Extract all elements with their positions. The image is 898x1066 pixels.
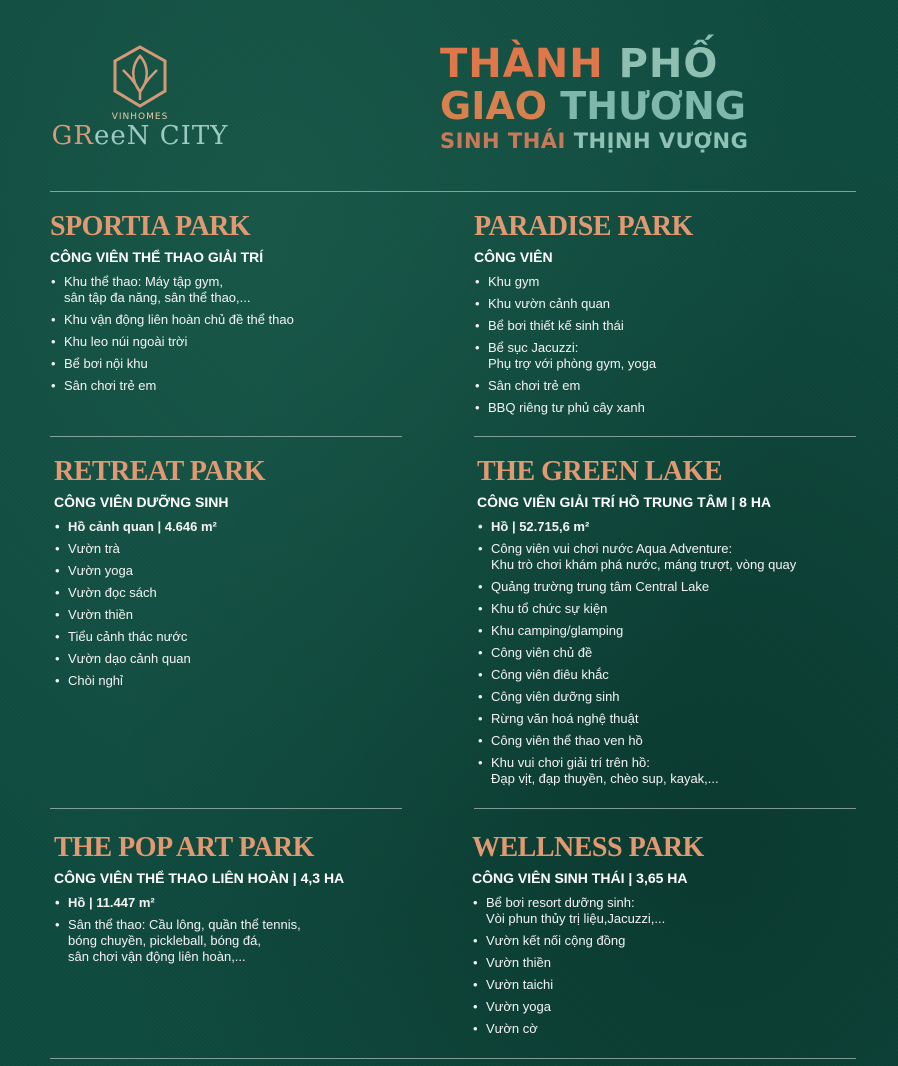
list-item: • Khu camping/glamping bbox=[477, 623, 861, 639]
park-subtitle: CÔNG VIÊN DƯỠNG SINH bbox=[54, 494, 229, 510]
list-item: • Bể sục Jacuzzi: Phụ trợ với phòng gym, yoga bbox=[474, 340, 858, 372]
park-title: PARADISE PARK bbox=[474, 211, 693, 242]
headline-line-2 bbox=[440, 86, 800, 126]
headline-part: THƯƠNG bbox=[560, 84, 746, 128]
list-item: • Sân chơi trẻ em bbox=[50, 378, 410, 394]
park-title: THE POP ART PARK bbox=[54, 832, 314, 863]
page-headline bbox=[440, 42, 800, 156]
brand-name-part: N CITY bbox=[126, 121, 229, 151]
list-item: • Vườn taichi bbox=[472, 977, 858, 993]
park-subtitle: CÔNG VIÊN SINH THÁI | 3,65 HA bbox=[472, 870, 688, 886]
park-title: RETREAT PARK bbox=[54, 456, 266, 487]
headline-part: GIAO bbox=[440, 84, 561, 128]
park-feature-list bbox=[50, 274, 410, 394]
brand-name-part: ee bbox=[93, 121, 127, 151]
list-item: • Tiểu cảnh thác nước bbox=[54, 629, 410, 645]
list-item: • Công viên điêu khắc bbox=[477, 667, 861, 683]
list-item: • Sân thể thao: Cầu lông, quần thể tennis, bóng chuyền, pickleball, bóng đá, sân chơi vận động liên hoàn,... bbox=[54, 917, 410, 965]
headline-line-1 bbox=[440, 42, 800, 86]
list-item: • Công viên thể thao ven hồ bbox=[477, 733, 861, 749]
list-item: • Khu vườn cảnh quan bbox=[474, 296, 858, 312]
list-item: • Công viên vui chơi nước Aqua Adventure: Khu trò chơi khám phá nước, máng trượt, vòng quay bbox=[477, 541, 861, 573]
list-item: • Vườn kết nối cộng đồng bbox=[472, 933, 858, 949]
list-item: • Vườn thiền bbox=[54, 607, 410, 623]
park-feature-list bbox=[474, 274, 858, 416]
list-item: • Bể bơi nội khu bbox=[50, 356, 410, 372]
list-item: • Công viên chủ đề bbox=[477, 645, 861, 661]
list-item: • Khu gym bbox=[474, 274, 858, 290]
headline-part: THÀNH bbox=[440, 41, 619, 87]
brand-logo bbox=[50, 44, 230, 174]
park-section bbox=[477, 457, 861, 793]
park-section bbox=[474, 212, 858, 422]
list-item: • Chòi nghỉ bbox=[54, 673, 410, 689]
list-item: • Hồ | 11.447 m² bbox=[54, 895, 410, 911]
brand-small-text: VINHOMES bbox=[111, 112, 169, 122]
park-section bbox=[472, 833, 858, 1043]
list-item: • Khu vui chơi giải trí trên hồ: Đạp vịt, đạp thuyền, chèo sup, kayak,... bbox=[477, 755, 861, 787]
list-item: • Vườn yoga bbox=[54, 563, 410, 579]
park-subtitle: CÔNG VIÊN THỂ THAO GIẢI TRÍ bbox=[50, 249, 264, 265]
park-feature-list bbox=[477, 519, 861, 787]
park-section bbox=[54, 457, 410, 695]
headline-part: PHỐ bbox=[618, 41, 719, 87]
park-subtitle: CÔNG VIÊN GIẢI TRÍ HỒ TRUNG TÂM | 8 HA bbox=[477, 494, 772, 510]
leaf-logo-icon bbox=[109, 44, 171, 110]
headline-part: THỊNH VƯỢNG bbox=[573, 129, 749, 153]
brand-name-part: GR bbox=[51, 121, 94, 151]
divider bbox=[474, 436, 856, 437]
park-title: WELLNESS PARK bbox=[472, 832, 704, 863]
brand-name bbox=[50, 122, 230, 150]
list-item: • Khu leo núi ngoài trời bbox=[50, 334, 410, 350]
divider bbox=[50, 808, 402, 809]
park-feature-list bbox=[472, 895, 858, 1037]
list-item: • Khu thể thao: Máy tập gym, sân tập đa năng, sân thể thao,... bbox=[50, 274, 410, 306]
list-item: • BBQ riêng tư phủ cây xanh bbox=[474, 400, 858, 416]
park-subtitle: CÔNG VIÊN THỂ THAO LIÊN HOÀN | 4,3 HA bbox=[54, 870, 345, 886]
list-item: • Bể bơi resort dưỡng sinh: Vòi phun thủy trị liệu,Jacuzzi,... bbox=[472, 895, 858, 927]
headline-line-3 bbox=[440, 126, 800, 156]
list-item: • Rừng văn hoá nghệ thuật bbox=[477, 711, 861, 727]
list-item: • Vườn trà bbox=[54, 541, 410, 557]
divider bbox=[474, 808, 856, 809]
list-item: • Vườn thiền bbox=[472, 955, 858, 971]
divider bbox=[50, 436, 402, 437]
headline-part: SINH THÁI bbox=[440, 129, 574, 153]
list-item: • Sân chơi trẻ em bbox=[474, 378, 858, 394]
list-item: • Quảng trường trung tâm Central Lake bbox=[477, 579, 861, 595]
list-item: • Hồ | 52.715,6 m² bbox=[477, 519, 861, 535]
park-feature-list bbox=[54, 895, 410, 965]
list-item: • Bể bơi thiết kế sinh thái bbox=[474, 318, 858, 334]
park-feature-list bbox=[54, 519, 410, 689]
list-item: • Vườn cờ bbox=[472, 1021, 858, 1037]
list-item: • Khu vận động liên hoàn chủ đề thể thao bbox=[50, 312, 410, 328]
park-title: SPORTIA PARK bbox=[50, 211, 251, 242]
park-subtitle: CÔNG VIÊN bbox=[474, 249, 553, 265]
list-item: • Hồ cảnh quan | 4.646 m² bbox=[54, 519, 410, 535]
divider bbox=[50, 1058, 856, 1059]
park-section bbox=[54, 833, 410, 971]
list-item: • Vườn dạo cảnh quan bbox=[54, 651, 410, 667]
park-title: THE GREEN LAKE bbox=[477, 456, 723, 487]
park-section bbox=[50, 212, 410, 400]
list-item: • Công viên dưỡng sinh bbox=[477, 689, 861, 705]
divider bbox=[50, 191, 856, 192]
list-item: • Khu tổ chức sự kiện bbox=[477, 601, 861, 617]
list-item: • Vườn yoga bbox=[472, 999, 858, 1015]
list-item: • Vườn đọc sách bbox=[54, 585, 410, 601]
